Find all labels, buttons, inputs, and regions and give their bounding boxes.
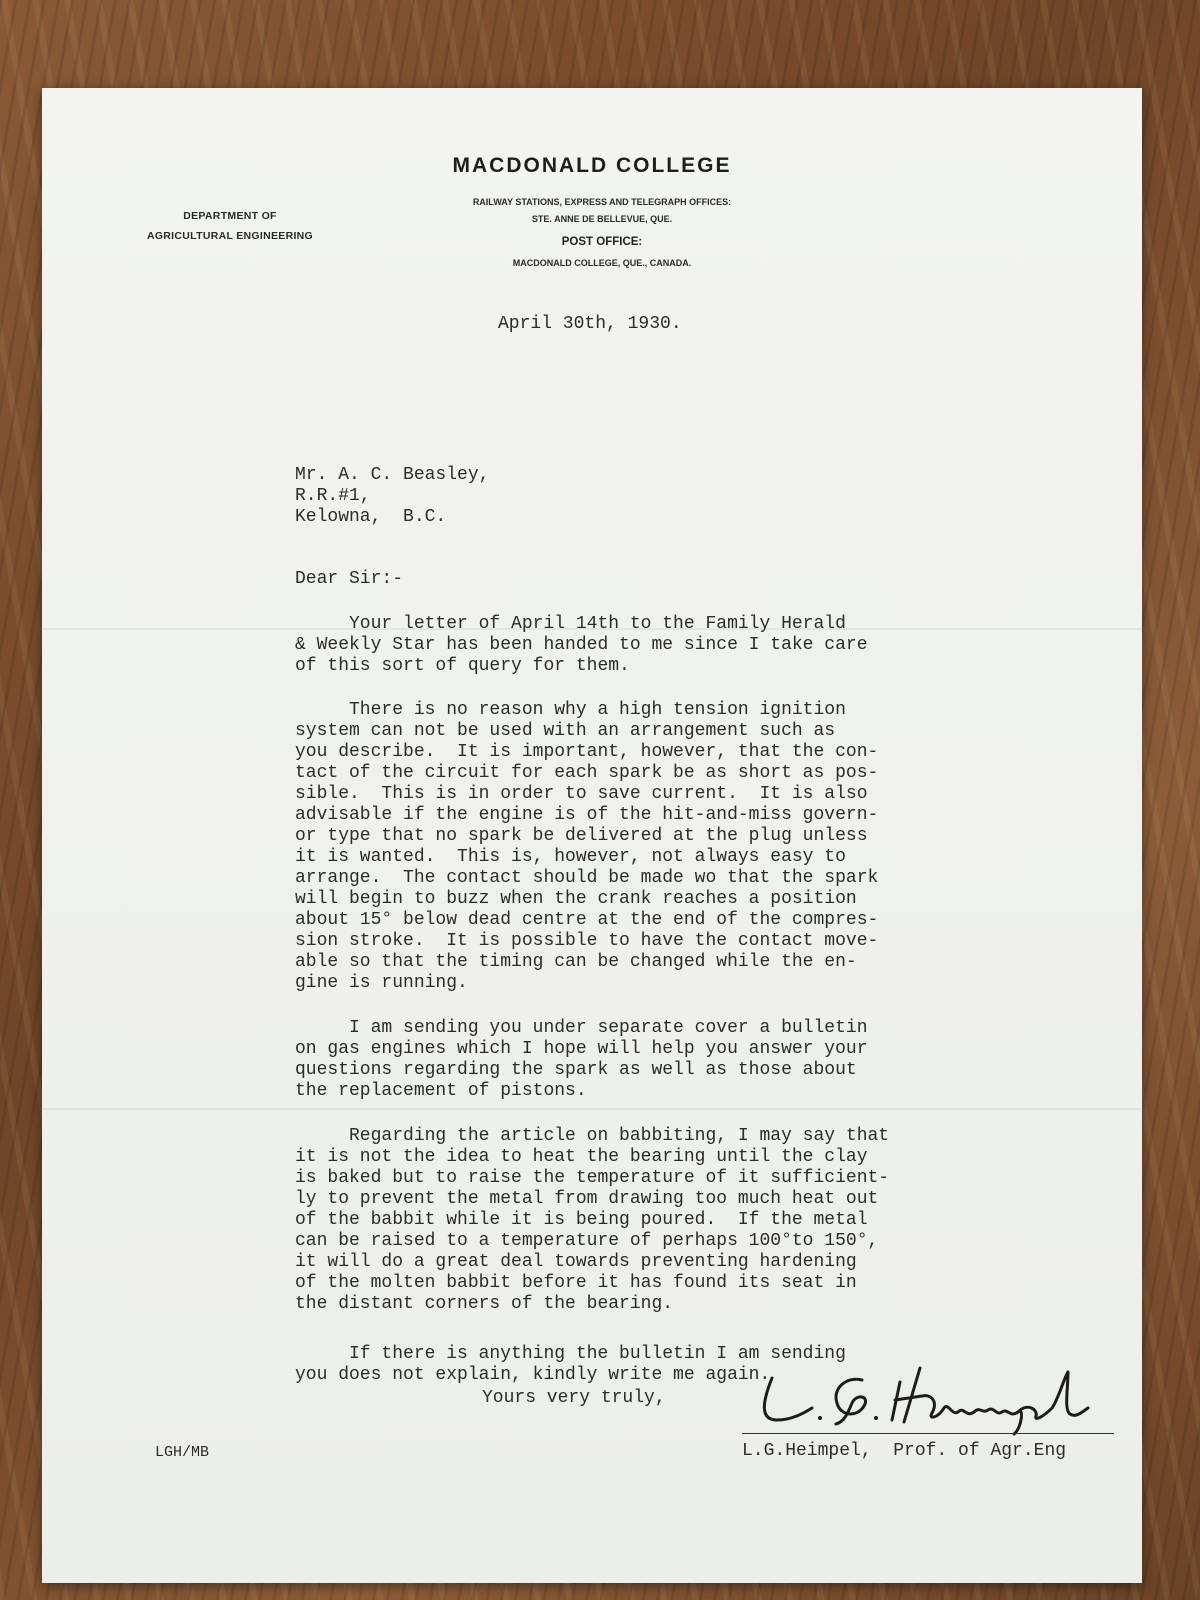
paper-fold [42, 1108, 1142, 1110]
post-office-address: MACDONALD COLLEGE, QUE., CANADA. [512, 258, 692, 268]
railway-line: RAILWAY STATIONS, EXPRESS AND TELEGRAPH OFFICES: [472, 197, 732, 207]
department-line-1: DEPARTMENT OF [183, 210, 277, 222]
paragraph-1: Your letter of April 14th to the Family Herald & Weekly Star has been handed to me since I take care of this sort of query for them. [295, 614, 868, 676]
department-line-2: AGRICULTURAL ENGINEERING [146, 230, 314, 242]
recipient-line-3: Kelowna, B.C. [295, 507, 447, 527]
college-name: MACDONALD COLLEGE [452, 154, 732, 177]
paragraph-4: Regarding the article on babbiting, I may say that it is not the idea to heat the bearing until the clay is baked but to raise the temperature of it sufficient- ly to prevent the metal from drawing too much heat out of the babbit while it is being poured. If the metal can be raised to a temperature of perhaps 100°to 150°, it will do a great deal towards preventing hardening of the molten babbit before it has found its seat in the distant corners of the bearing. [295, 1126, 890, 1314]
signature-line [742, 1433, 1114, 1434]
paragraph-3: I am sending you under separate cover a bulletin on gas engines which I hope will help you answer your questions regarding the spark as well as those about the replacement of pistons. [295, 1018, 868, 1101]
handwritten-signature [752, 1358, 1112, 1438]
typist-initials: LGH/MB [155, 1444, 210, 1461]
railway-location: STE. ANNE DE BELLEVUE, QUE. [531, 214, 673, 224]
paragraph-2: There is no reason why a high tension ignition system can not be used with an arrangement such as you describe. It is important, however, that the con- tact of the circuit for each spark be as short as pos- sible. This is in order to save current. It is also advisable if the engine is of the hit-and-miss govern- or type that no spark be delivered at the plug unless it is wanted. This is, however, not always easy to arrange. The contact should be made wo that the spark will begin to buzz when the crank reaches a position about 15° below dead centre at the end of the compres- sion stroke. It is possible to have the contact move- able so that the timing can be changed while the en- gine is running. [295, 700, 879, 993]
recipient-line-2: R.R.#1, [295, 486, 371, 506]
salutation: Dear Sir:- [295, 569, 404, 589]
recipient-address [295, 465, 489, 528]
paragraph-5: If there is anything the bulletin I am sending you does not explain, kindly write me again. [295, 1344, 846, 1385]
post-office-label: POST OFFICE: [561, 236, 643, 248]
department-block [130, 206, 330, 246]
recipient-line-1: Mr. A. C. Beasley, [295, 465, 490, 485]
letter-date: April 30th, 1930. [498, 314, 682, 334]
closing: Yours very truly, [482, 1388, 666, 1408]
letter-page [42, 88, 1142, 1583]
signature-block: L.G.Heimpel, Prof. of Agr.Eng [742, 1441, 1067, 1461]
